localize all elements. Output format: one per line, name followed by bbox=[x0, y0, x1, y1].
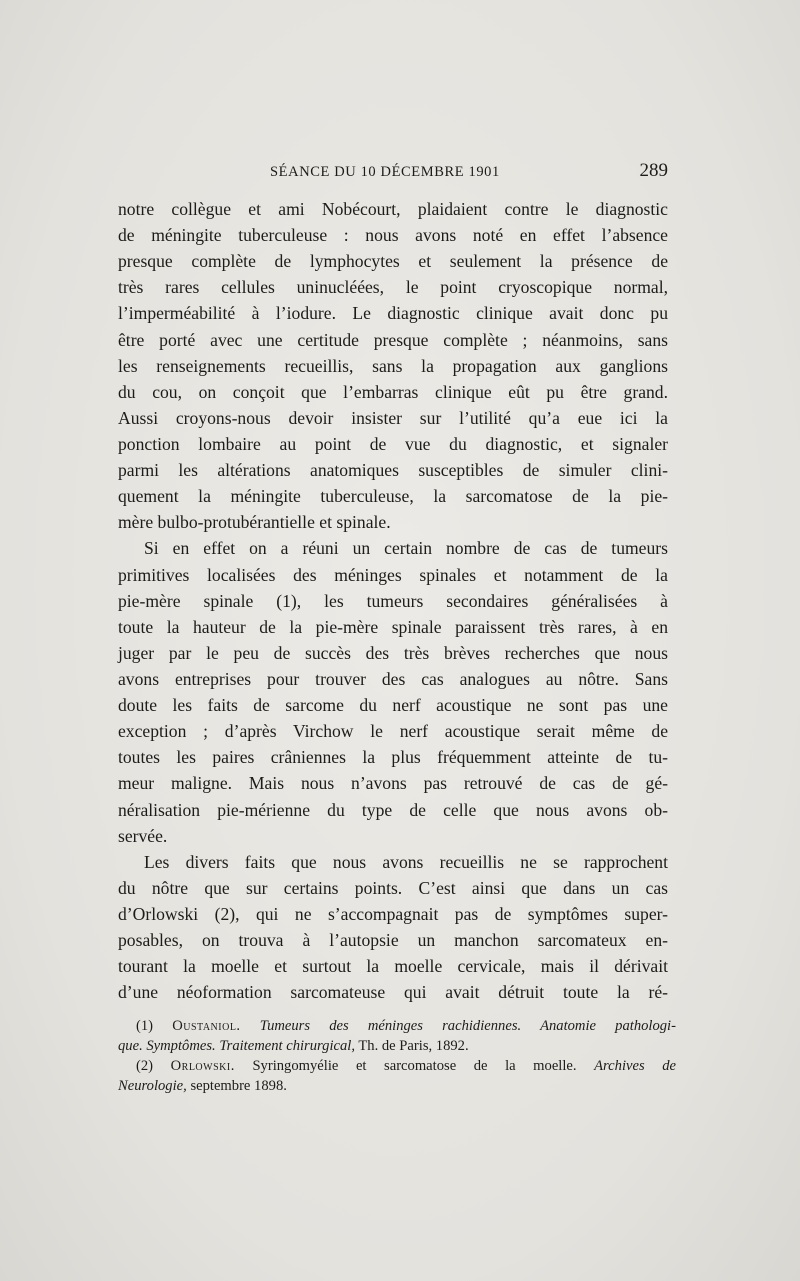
running-head: SÉANCE DU 10 DÉCEMBRE 1901 bbox=[270, 164, 500, 180]
text-line: toutes les paires crâniennes la plus fréquemment atteinte de tu- bbox=[118, 747, 668, 768]
footnote-marker: (1) bbox=[136, 1018, 154, 1034]
footnote-journal: Archives de bbox=[594, 1058, 676, 1074]
text-line: servée. bbox=[118, 825, 168, 846]
text-line: exception ; d’après Virchow le nerf acoustique serait même de bbox=[118, 721, 668, 742]
text-line: presque complète de lymphocytes et seulement la présence de bbox=[118, 251, 668, 272]
text-line: Les divers faits que nous avons recueillis ne se rapprochent bbox=[144, 851, 668, 872]
text-line: du nôtre que sur certains points. C’est ainsi que dans un cas bbox=[118, 877, 668, 898]
footnotes bbox=[118, 1016, 676, 1096]
text-line: Si en effet on a réuni un certain nombre de cas de tumeurs bbox=[144, 538, 668, 559]
text-line: être porté avec une certitude presque complète ; néanmoins, sans bbox=[118, 329, 668, 350]
page-header bbox=[118, 160, 668, 184]
text-line: néralisation pie-mérienne du type de celle que nous avons ob- bbox=[118, 799, 668, 820]
text-line: d’une néoformation sarcomateuse qui avait détruit toute la ré- bbox=[118, 982, 668, 1003]
text-line: meur maligne. Mais nous n’avons pas retrouvé de cas de gé- bbox=[118, 773, 668, 794]
text-line: avons entreprises pour trouver des cas analogues au nôtre. Sans bbox=[118, 668, 668, 689]
body-text bbox=[118, 196, 668, 1005]
text-line: l’imperméabilité à l’iodure. Le diagnostic clinique avait donc pu bbox=[118, 303, 668, 324]
text-line: posables, on trouva à l’autopsie un manchon sarcomateux en- bbox=[118, 930, 668, 951]
page-number: 289 bbox=[639, 160, 668, 181]
footnote-1 bbox=[118, 1016, 676, 1036]
footnote-marker: (2) bbox=[136, 1058, 154, 1074]
footnote-2 bbox=[118, 1056, 676, 1076]
footnote-2-cont bbox=[118, 1076, 676, 1096]
footnote-text: septembre 1898. bbox=[190, 1078, 287, 1094]
text-line: mère bulbo-protubérantielle et spinale. bbox=[118, 512, 391, 533]
text-line: primitives localisées des méninges spinales et notamment de la bbox=[118, 564, 668, 585]
footnote-author: Orlowski. bbox=[170, 1058, 235, 1074]
footnote-title: que. Symptômes. Traitement chirurgical, bbox=[118, 1038, 355, 1054]
footnote-text: Th. de Paris, 1892. bbox=[358, 1038, 469, 1054]
text-line: quement la méningite tuberculeuse, la sarcomatose de la pie- bbox=[118, 486, 668, 507]
text-line: les renseignements recueillis, sans la propagation aux ganglions bbox=[118, 355, 668, 376]
text-line: Aussi croyons-nous devoir insister sur l’utilité qu’a eue ici la bbox=[118, 407, 668, 428]
text-line: du cou, on conçoit que l’embarras clinique eût pu être grand. bbox=[118, 381, 668, 402]
footnote-title: Tumeurs des méninges rachidiennes. Anatomie pathologi- bbox=[259, 1018, 676, 1034]
text-line: pie-mère spinale (1), les tumeurs secondaires généralisées à bbox=[118, 590, 668, 611]
footnote-author: Oustaniol. bbox=[172, 1018, 241, 1034]
text-line: doute les faits de sarcome du nerf acoustique ne sont pas une bbox=[118, 695, 668, 716]
text-line: tourant la moelle et surtout la moelle cervicale, mais il dérivait bbox=[118, 956, 668, 977]
footnote-1-cont bbox=[118, 1036, 676, 1056]
text-line: parmi les altérations anatomiques susceptibles de simuler clini- bbox=[118, 460, 668, 481]
text-line: ponction lombaire au point de vue du diagnostic, et signaler bbox=[118, 433, 668, 454]
text-line: d’Orlowski (2), qui ne s’accompagnait pas de symptômes super- bbox=[118, 903, 668, 924]
footnote-text: Syringomyélie et sarcomatose de la moelle. bbox=[252, 1058, 577, 1074]
text-line: très rares cellules uninucléées, le point cryoscopique normal, bbox=[118, 277, 668, 298]
text-line: toute la hauteur de la pie-mère spinale paraissent très rares, à en bbox=[118, 616, 668, 637]
text-line: juger par le peu de succès des très brèves recherches que nous bbox=[118, 642, 668, 663]
footnote-journal: Neurologie, bbox=[118, 1078, 187, 1094]
text-line: de méningite tuberculeuse : nous avons noté en effet l’absence bbox=[118, 225, 668, 246]
text-line: notre collègue et ami Nobécourt, plaidaient contre le diagnostic bbox=[118, 199, 668, 219]
